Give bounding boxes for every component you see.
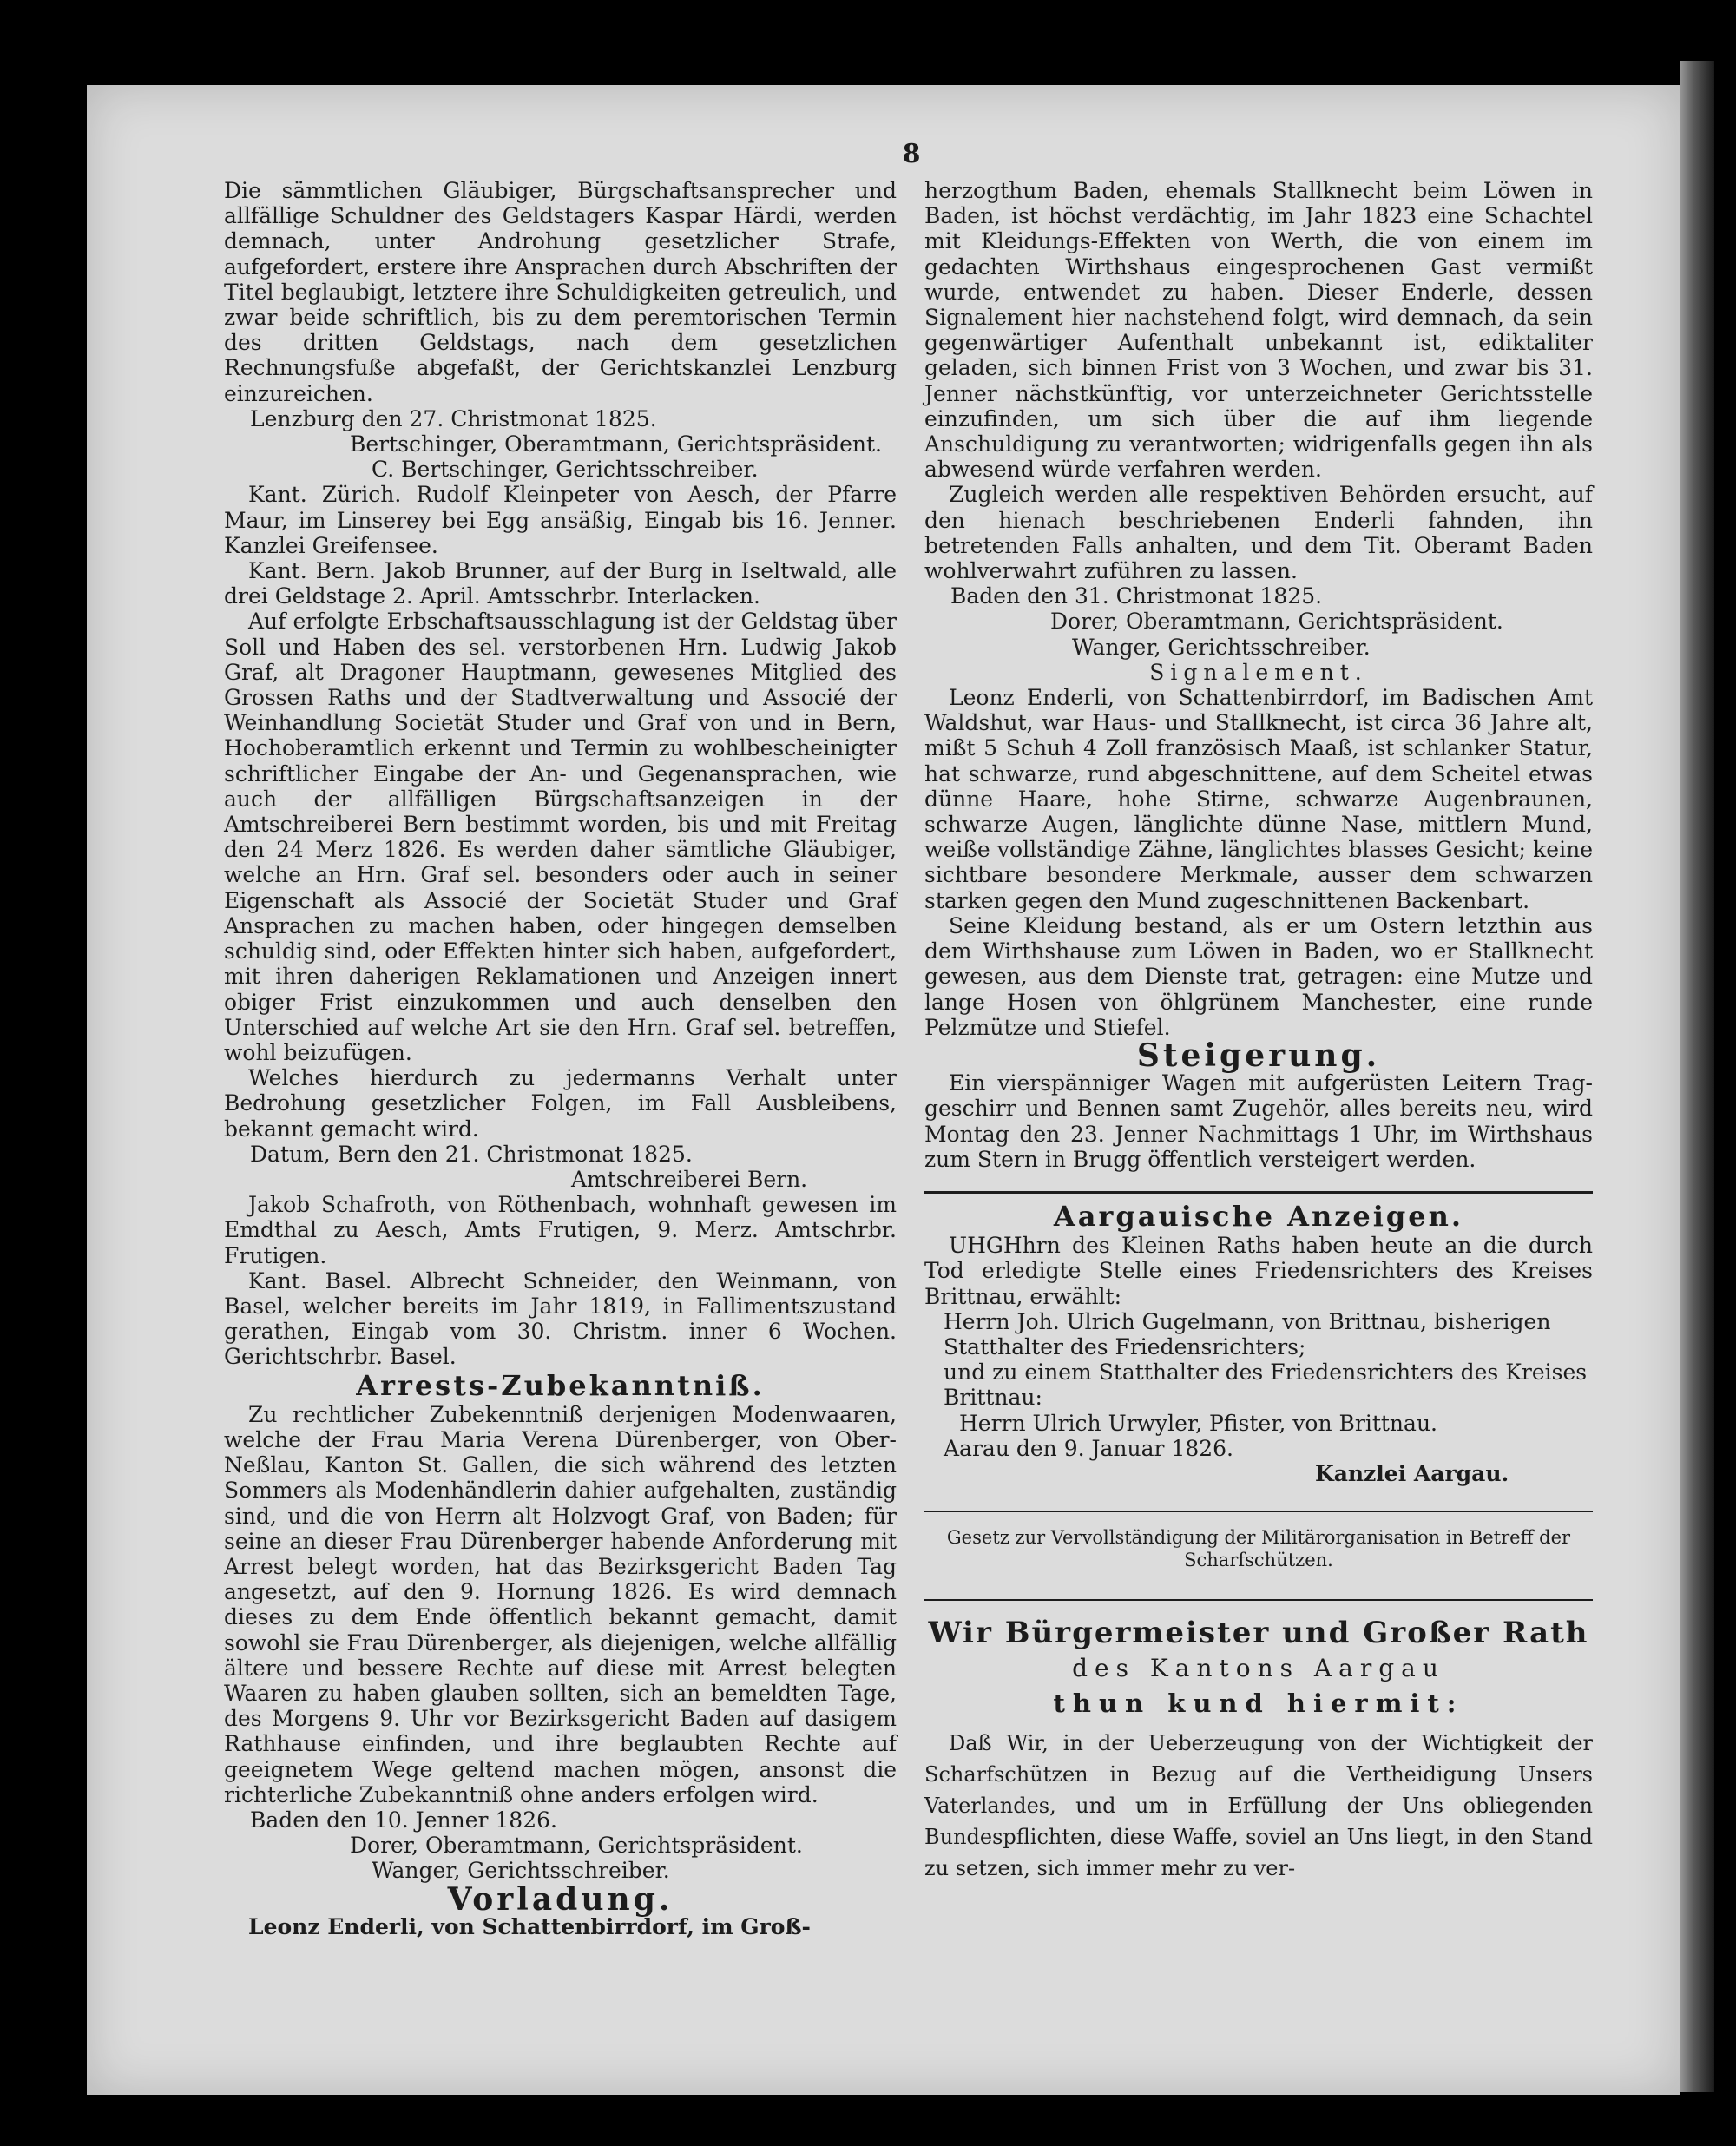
right-column (924, 178, 1593, 1884)
signature: Wanger, Gerichtsschreiber. (372, 1858, 670, 1884)
section-heading-vorladung: Vorladung. (447, 1880, 674, 1918)
section-heading-signalement: Signalement. (1149, 659, 1368, 685)
divider (924, 1599, 1593, 1601)
notice-authorities: Zugleich werden alle respektiven Behörden ersucht, auf den hienach beschriebenen Enderli fahnden, ihn betretenden Falls anhalten, und dem Tit. Oberamt Baden wohlverwahrt zuführen zu lassen. (924, 482, 1593, 584)
page-edge (1680, 61, 1714, 2092)
signature: Dorer, Oberamtmann, Gerichtspräsident. (1050, 609, 1503, 635)
election-item: Herrn Ulrich Urwyler, Pfister, von Brittnau. (959, 1410, 1437, 1436)
signature: Dorer, Oberamtmann, Gerichtspräsident. (350, 1833, 803, 1859)
signalement-text: Leonz Enderli, von Schattenbirrdorf, im Badischen Amt Waldshut, war Haus- und Stallknecht, ist circa 36 Jahre alt, mißt 5 Schuh 4 Zoll französisch Maaß, ist schlanker Statur, hat schwarze, rund abgeschnittene, auf dem Scheitel etwas dünne Haare, hohe Stirne, schwarze Augenbraunen, schwarze Augen, länglichte dünne Nase, mittlern Mund, weiße vollständige Zähne, länglichtes blasses Gesicht; keine sichtbare besondere Merkmale, ausser dem schwarzen starken gegen den Mund zugeschnittenen Backenbart. (924, 685, 1593, 913)
election-notice: UHGHhrn des Kleinen Raths haben heute an die durch Tod erledigte Stelle eines Friedensrichters des Kreises Brittnau, erwählt: (924, 1233, 1593, 1309)
proclamation-subheading: des Kantons Aargau (1072, 1654, 1445, 1683)
creditor-notice: Die sämmtlichen Gläubiger, Bürgschaftsansprecher und allfällige Schuldner des Geldstagers Kaspar Härdi, werden demnach, unter Androhung gesetzlicher Strafe, aufgefordert, erstere ihre Ansprachen durch Abschriften der Titel beglaubigt, letztere ihre Schuldigkeiten getreulich, und zwar beide schriftlich, bis zu dem peremtorischen Termin des dritten Geldstags, nach dem gesetzlichen Rechnungsfuße abgefaßt, der Gerichtskanzlei Lenzburg einzureichen. (224, 178, 897, 406)
signature: Kanzlei Aargau. (1315, 1460, 1509, 1486)
notice-date: Baden den 10. Jenner 1826. (250, 1807, 557, 1833)
notice-date: Aarau den 9. Januar 1826. (944, 1435, 1234, 1461)
law-title: Gesetz zur Vervollständigung der Militärorganisation in Betreff der Scharfschützen. (946, 1527, 1571, 1571)
notice-basel: Kant. Basel. Albrecht Schneider, den Weinmann, von Basel, welcher bereits im Jahr 1819, in Fallimentszustand gerathen, Eingab vom 30. Christm. inner 6 Wochen. Gerichtschrbr. Basel. (224, 1267, 897, 1370)
notice-arrest: Zu rechtlicher Zubekenntniß derjenigen Modenwaaren, welche der Frau Maria Verena Dürenberger, von Ober-Neßlau, Kanton St. Gallen, die sich während des letzten Sommers als Modenhändlerin dahier aufgehalten, zuständig sind, und die von Herrn alt Holzvogt Graf, von Baden; für seine an dieser Frau Dürenberger habende Anforderung mit Arrest belegt worden, hat das Bezirksgericht Baden Tag angesetzt, auf den 9. Hornung 1826. Es wird demnach dieses zu dem Ende öffentlich bekannt gemacht, damit sowohl sie Frau Dürenberger, als diejenigen, welche allfällig ältere und bessere Rechte auf diese mit Arrest belegten Waaren zu haben glauben sollten, sich an bemeldten Tage, des Morgens 9. Uhr vor Bezirksgericht Baden auf dasigem Rathhause einfinden, und ihre beglaubten Rechte auf geeignetem Wege geltend machen mögen, ansonst die richterliche Zubekanntniß ohne anders erfolgen wird. (224, 1401, 897, 1807)
notice-warning: Welches hierdurch zu jedermanns Verhalt unter Bedrohung gesetzlicher Folgen, im Fall Ausbleibens, bekannt gemacht wird. (224, 1065, 897, 1142)
section-heading-arrest: Arrests-Zubekanntniß. (356, 1368, 765, 1402)
signature: Bertschinger, Oberamtmann, Gerichtspräsident. (350, 431, 882, 458)
divider (924, 1511, 1593, 1512)
notice-schafroth: Jakob Schafroth, von Röthenbach, wohnhaft gewesen im Emdthal zu Aesch, Amts Frutigen, 9. Merz. Amtschrbr. Frutigen. (224, 1192, 897, 1268)
notice-date: Datum, Bern den 21. Christmonat 1825. (250, 1141, 693, 1167)
proclamation-text: Daß Wir, in der Ueberzeugung von der Wichtigkeit der Scharfschützen in Bezug auf die Vertheidigung Unsers Vaterlandes, und um in Erfüllung der Uns obliegenden Bundespflichten, diese Waffe, soviel an Uns liegt, in den Stand zu setzen, sich immer mehr zu ver- (924, 1731, 1593, 1881)
clothing-text: Seine Kleidung bestand, als er um Ostern letzthin aus dem Wirthshause zum Löwen in Baden, wo er Stallknecht gewesen, aus dem Dienste trat, getragen: eine Mutze und lange Hosen von öhlgrünem Manchester, eine runde Pelzmütze und Stiefel. (924, 912, 1593, 1040)
signature: Wanger, Gerichtsschreiber. (1072, 634, 1371, 660)
signature: Amtschreiberei Bern. (571, 1166, 808, 1192)
election-item: und zu einem Statthalter des Friedensrichters des Kreises Brittnau: (944, 1359, 1588, 1411)
section-heading-aargau: Aargauische Anzeigen. (1053, 1199, 1464, 1233)
notice-enderli: herzogthum Baden, ehemals Stallknecht beim Löwen in Baden, ist höchst verdächtig, im Jahr 1823 eine Schachtel mit Kleidungs-Effekten von Werth, die von einem im gedachten Wirthshaus eingesprochenen Gast vermißt wurde, entwendet zu haben. Dieser Enderle, dessen Signalement hier nachstehend folgt, wird demnach, da sein gegenwärtiger Aufenthalt unbekannt ist, ediktaliter geladen, sich binnen Frist von 3 Wochen, und zwar bis 31. Jenner nächstkünftig, vor unterzeichneter Gerichtsstelle einzufinden, um sich über die auf ihm liegende Anschuldigung zu verantworten; widrigenfalls gegen ihn als abwesend würde verfahren werden. (924, 178, 1593, 483)
signature: C. Bertschinger, Gerichtsschreiber. (372, 457, 759, 483)
section-heading-steigerung: Steigerung. (1136, 1037, 1381, 1074)
proclamation-heading: Wir Bürgermeister und Großer Rath (928, 1616, 1589, 1651)
notice-zurich: Kant. Zürich. Rudolf Kleinpeter von Aesch, der Pfarre Maur, im Linserey bei Egg ansäßig, Eingab bis 16. Jenner. Kanzlei Greifensee. (224, 482, 897, 558)
notice-bern: Kant. Bern. Jakob Brunner, auf der Burg in Iseltwald, alle drei Geldstage 2. April. Amtsschrbr. Interlacken. (224, 558, 897, 609)
left-column (224, 178, 897, 1939)
page-number: 8 (902, 139, 921, 169)
proclamation-subheading: thun kund hiermit: (1053, 1688, 1464, 1719)
notice-vorladung: Leonz Enderli, von Schattenbirrdorf, im Groß- (248, 1913, 811, 1939)
election-item: Herrn Joh. Ulrich Gugelmann, von Brittnau, bisherigen Statthalter des Friedensrichters; (944, 1308, 1551, 1359)
auction-notice: Ein vierspänniger Wagen mit aufgerüsten Leitern Trag-geschirr und Bennen samt Zugehör, alles bereits neu, wird Montag den 23. Jenner Nachmittags 1 Uhr, im Wirthshaus zum Stern in Brugg öffentlich versteigert werden. (924, 1070, 1593, 1172)
divider (924, 1191, 1593, 1194)
notice-graf: Auf erfolgte Erbschaftsausschlagung ist der Geldstag über Soll und Haben des sel. verstorbenen Hrn. Ludwig Jakob Graf, alt Dragoner Hauptmann, gewesenes Mitglied des Grossen Raths und der Stadtverwaltung und Associé der Weinhandlung Societät Studer und Graf von und in Bern, Hochoberamtlich erkennt und Termin zu wohlbescheinigter schriftlicher Eingabe der An- und Gegenansprachen, wie auch der allfälligen Bürgschaftsanzeigen in der Amtschreiberei Bern bestimmt worden, bis und mit Freitag den 24 Merz 1826. Es werden daher sämtliche Gläubiger, welche an Hrn. Graf sel. besonders oder auch in seiner Eigenschaft als Associé der Societät Studer und Graf Ansprachen zu machen haben, oder hingegen demselben schuldig sind, oder Effekten hinter sich haben, aufgefordert, mit ihren daherigen Reklamationen und Anzeigen innert obiger Frist einzukommen und auch denselben den Unterschied auf welche Art sie den Hrn. Graf sel. betreffen, wohl beizufügen. (224, 609, 897, 1065)
notice-date: Baden den 31. Christmonat 1825. (950, 583, 1323, 609)
notice-date: Lenzburg den 27. Christmonat 1825. (250, 405, 657, 431)
